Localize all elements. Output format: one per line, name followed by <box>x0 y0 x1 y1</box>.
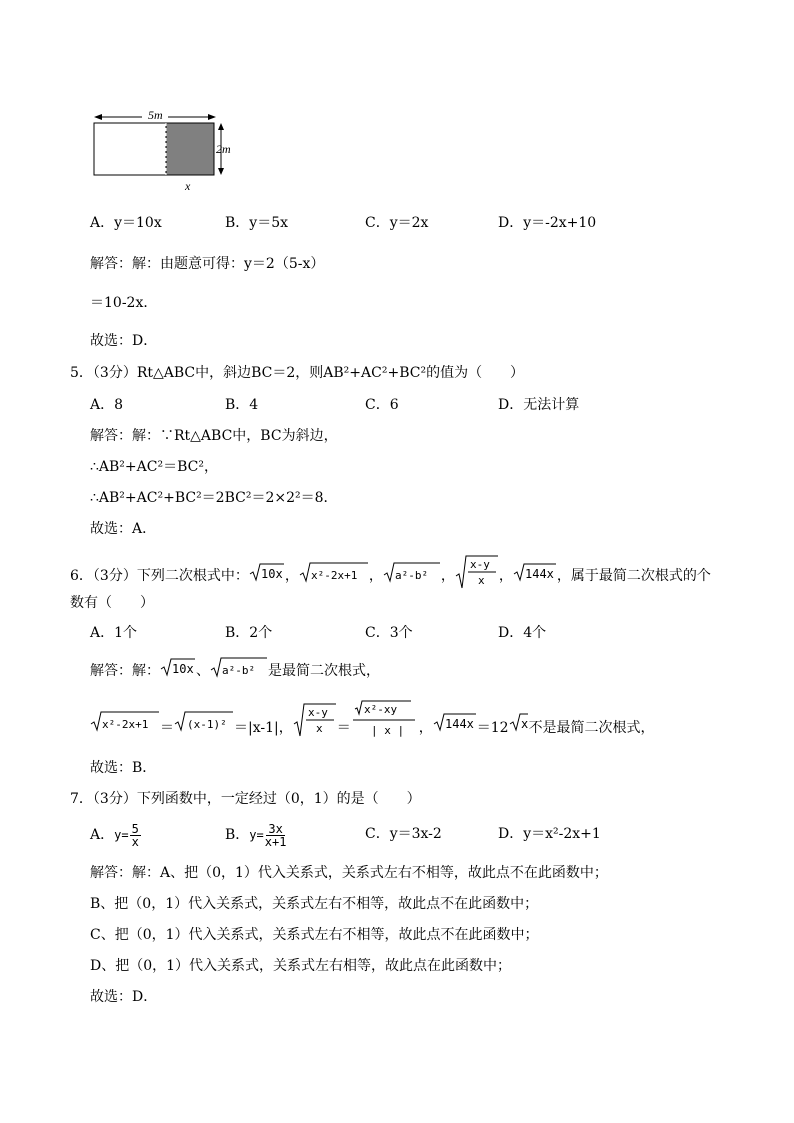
q4-option-a: A．y＝10x <box>90 215 162 231</box>
q6-stem-suffix: ，属于最简二次根式的个 <box>556 568 711 584</box>
shaded-region <box>166 123 214 175</box>
q7-option-b: B．y= $\frac{3x}{x+1}$ <box>225 821 287 849</box>
svg-text:144x: 144x <box>524 567 554 581</box>
q7-option-c: C．y＝3x-2 <box>365 826 442 842</box>
svg-text:x-y: x-y <box>469 558 490 571</box>
q6-option-c: C．3个 <box>365 625 413 641</box>
svg-text:10x: 10x <box>172 662 194 676</box>
svg-text:a²-b²: a²-b² <box>222 664 256 677</box>
q6-option-d: D．4个 <box>498 625 547 641</box>
svg-text:x²-2x+1: x²-2x+1 <box>102 718 149 731</box>
q5-option-c: C．6 <box>365 397 399 413</box>
rectangle-figure <box>90 103 250 195</box>
q6-option-a: A．1个 <box>90 625 138 641</box>
q6-choice: 故选：B． <box>90 760 157 776</box>
svg-text:(x-1)²: (x-1)² <box>187 718 227 731</box>
sqrt-x2-2x1 <box>299 561 369 591</box>
svg-text:| x |: | x | <box>370 724 404 737</box>
q6-stem: 6．（3分）下列二次根式中： 10x ， x²-2x+1 ， a²-b² ， x-y x ， 144x ，属于最简二次根式的个 <box>70 554 711 598</box>
q6-stem-prefix: 6．（3分）下列二次根式中： <box>70 568 249 584</box>
q5-answer-line3: ∴AB²+AC²+BC²＝2BC²＝2×2²＝8． <box>90 490 338 506</box>
q6-stem-line2: 数有（ ） <box>70 595 154 611</box>
svg-text:x: x <box>315 722 323 735</box>
white-region <box>94 123 166 175</box>
svg-text:a²-b²: a²-b² <box>394 569 428 582</box>
sqrt-144x <box>513 562 557 590</box>
q7-stem: 7．（3分）下列函数中，一定经过（0，1）的是（ ） <box>70 791 421 807</box>
svg-text:144x: 144x <box>444 717 474 731</box>
height-label: 2m <box>216 142 231 156</box>
sqrt-a2-b2 <box>383 561 441 591</box>
q5-answer-line2: ∴AB²+AC²＝BC²， <box>90 459 218 475</box>
q7-answer-a: 解答：解：A、把（0，1）代入关系式，关系式左右不相等，故此点不在此函数中； <box>90 865 608 881</box>
sqrt-10x <box>249 562 285 590</box>
q4-option-d: D．y＝-2x+10 <box>498 215 597 231</box>
q7-option-d: D．y＝x²-2x+1 <box>498 826 601 842</box>
q7-option-a: A．y= $\frac{5}{x}$ <box>90 821 139 849</box>
q6-answer-line1: 解答：解： 10x 、 a²-b² 是最简二次根式， <box>90 656 380 686</box>
svg-text:x-y: x-y <box>307 706 328 719</box>
q4-answer-line2: ＝10-2x． <box>90 295 158 311</box>
q4-option-c: C．y＝2x <box>365 215 429 231</box>
q5-option-d: D．无法计算 <box>498 397 580 413</box>
q5-answer-line1: 解答：解：∵Rt△ABC中，BC为斜边， <box>90 428 338 444</box>
width-label: 5m <box>148 108 163 122</box>
q6-answer-line2: x²-2x+1 ＝ (x-1)² ＝|x-1|， x-y x ＝ x²-xy | x | ， 144x ＝12 x 不是最简二次根式， <box>90 700 655 756</box>
q7-choice: 故选：D． <box>90 989 158 1005</box>
svg-text:x: x <box>520 717 528 731</box>
q7-answer-b: B、把（0，1）代入关系式，关系式左右不相等，故此点不在此函数中； <box>90 896 539 912</box>
sqrt-frac-xy-x <box>455 554 499 598</box>
q5-stem: 5．（3分）Rt△ABC中，斜边BC＝2，则AB²+AC²+BC²的值为（ ） <box>70 365 525 381</box>
svg-text:10x: 10x <box>260 567 283 581</box>
q5-choice: 故选：A． <box>90 521 157 537</box>
q4-answer-line1: 解答：解：由题意可得：y＝2（5-x） <box>90 256 325 272</box>
q4-choice: 故选：D． <box>90 333 158 349</box>
q4-option-b: B．y＝5x <box>225 215 288 231</box>
q7-answer-d: D、把（0，1）代入关系式，关系式左右相等，故此点在此函数中； <box>90 958 512 974</box>
svg-text:x²-xy: x²-xy <box>363 703 397 716</box>
q7-answer-c: C、把（0，1）代入关系式，关系式左右不相等，故此点不在此函数中； <box>90 927 539 943</box>
q5-option-b: B．4 <box>225 397 259 413</box>
q6-option-b: B．2个 <box>225 625 273 641</box>
svg-text:x²-2x+1: x²-2x+1 <box>310 569 358 582</box>
x-label: x <box>185 179 191 193</box>
svg-text:x: x <box>477 574 485 587</box>
q5-option-a: A．8 <box>90 397 124 413</box>
